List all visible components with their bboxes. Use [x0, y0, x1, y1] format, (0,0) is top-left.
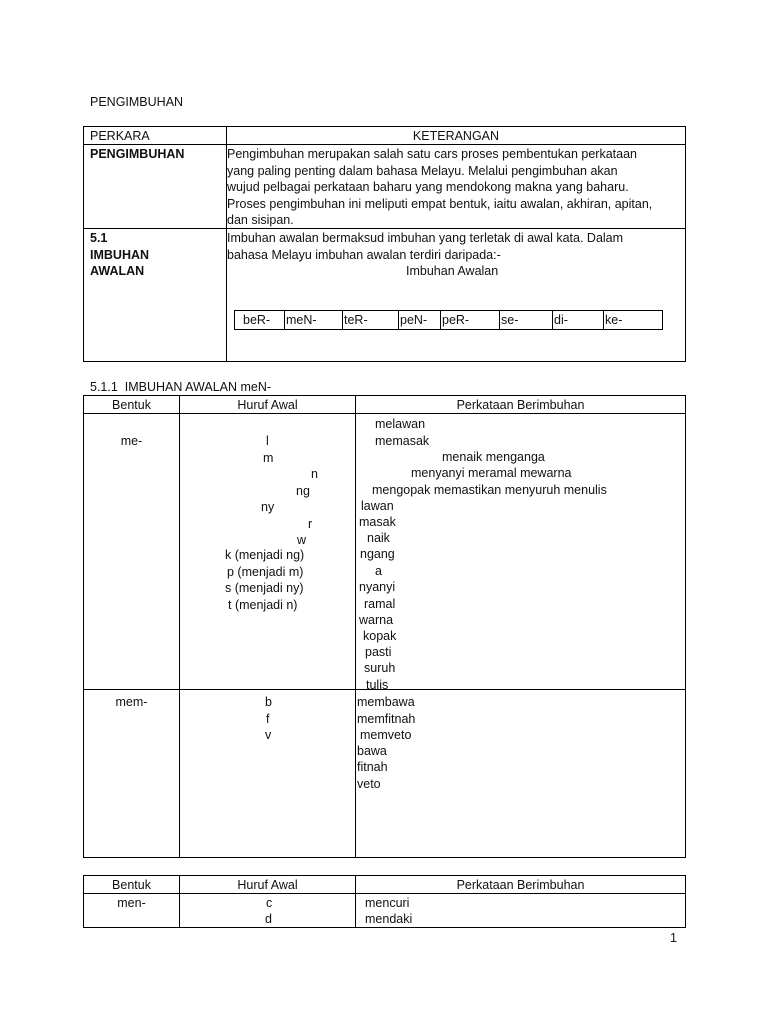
word-item: naik: [367, 531, 390, 545]
word-item: masak: [359, 515, 396, 529]
bentuk-me: me-: [120, 434, 143, 448]
section-title: 5.1.1 IMBUHAN AWALAN meN-: [90, 380, 272, 394]
bentuk-header: Bentuk: [112, 398, 151, 412]
huruf-item: k (menjadi ng): [225, 548, 305, 562]
prefix-item: di-: [554, 313, 568, 327]
men-prefix-table: [83, 395, 686, 858]
prefix-item: meN-: [286, 313, 317, 327]
word-item: memfitnah: [357, 712, 416, 726]
huruf-item: f: [266, 712, 270, 726]
word-item: bawa: [357, 744, 387, 758]
huruf-item: l: [266, 434, 269, 448]
huruf-item: ng: [296, 484, 310, 498]
huruf-item: s (menjadi ny): [225, 581, 304, 595]
word-item: suruh: [364, 661, 396, 675]
prefix-item: peN-: [400, 313, 428, 327]
bentuk-header: Bentuk: [112, 878, 151, 892]
huruf-item: v: [265, 728, 272, 742]
word-item: tulis: [366, 678, 389, 692]
perkara-table: [83, 126, 686, 362]
word-item: melawan: [375, 417, 426, 431]
word-item: a: [375, 564, 382, 578]
huruf-item: ny: [261, 500, 275, 514]
prefix-item: se-: [501, 313, 519, 327]
huruf-item: t (menjadi n): [228, 598, 298, 612]
huruf-item: b: [265, 695, 272, 709]
word-item: membawa: [357, 695, 415, 709]
huruf-item: n: [311, 467, 318, 481]
word-item: nyanyi: [359, 580, 396, 594]
word-item: warna: [359, 613, 394, 627]
keterangan-header: KETERANGAN: [412, 129, 500, 143]
prefix-item: beR-: [243, 313, 271, 327]
word-item: pasti: [365, 645, 392, 659]
bentuk-men: men-: [117, 896, 146, 910]
word-item: lawan: [361, 499, 394, 513]
perkataan-header: Perkataan Berimbuhan: [456, 878, 585, 892]
huruf-item: d: [265, 912, 272, 926]
imbuhan-awalan-description: Imbuhan awalan bermaksud imbuhan yang terletak di awal kata. Dalam bahasa Melayu imbuhan awalan terdiri daripada:-: [227, 231, 624, 262]
word-item: mendaki: [365, 912, 413, 926]
huruf-item: m: [263, 451, 274, 465]
page-title: PENGIMBUHAN: [90, 95, 184, 109]
men-table: [83, 875, 686, 928]
huruf-item: p (menjadi m): [227, 565, 304, 579]
perkara-header: PERKARA: [90, 129, 150, 143]
imbuhan-awalan-caption: Imbuhan Awalan: [406, 264, 499, 278]
pengimbuhan-label: PENGIMBUHAN: [90, 147, 185, 161]
bentuk-mem: mem-: [115, 695, 148, 709]
word-item: ramal: [364, 597, 396, 611]
huruf-awal-header: Huruf Awal: [237, 878, 298, 892]
word-item: ngang: [360, 547, 395, 561]
word-item: veto: [357, 777, 381, 791]
word-item: fitnah: [357, 760, 388, 774]
page-number: 1: [670, 931, 677, 945]
prefix-list: [234, 310, 663, 330]
word-item: menyanyi meramal mewarna: [411, 466, 572, 480]
huruf-item: c: [266, 896, 273, 910]
word-item: memasak: [375, 434, 430, 448]
word-item: menaik menganga: [442, 450, 545, 464]
pengimbuhan-description: Pengimbuhan merupakan salah satu cars proses pembentukan perkataan yang paling penting dalam bahasa Melayu. Melalui pengimbuhan akan wujud pelbagai perkataan baharu yang mendokong makna yang baharu. Proses pengimbuhan ini meliputi empat bentuk, iaitu awalan, akhiran, apitan, dan sisipan.: [227, 147, 653, 227]
word-item: mencuri: [365, 896, 410, 910]
prefix-item: peR-: [442, 313, 470, 327]
huruf-item: r: [308, 517, 313, 531]
word-item: memveto: [360, 728, 412, 742]
huruf-item: w: [297, 533, 307, 547]
prefix-item: teR-: [344, 313, 368, 327]
imbuhan-awalan-label: 5.1 IMBUHAN AWALAN: [90, 231, 150, 278]
perkataan-header: Perkataan Berimbuhan: [456, 398, 585, 412]
word-item: kopak: [363, 629, 397, 643]
word-item: mengopak memastikan menyuruh menulis: [372, 483, 607, 497]
huruf-awal-header: Huruf Awal: [237, 398, 298, 412]
prefix-item: ke-: [605, 313, 623, 327]
